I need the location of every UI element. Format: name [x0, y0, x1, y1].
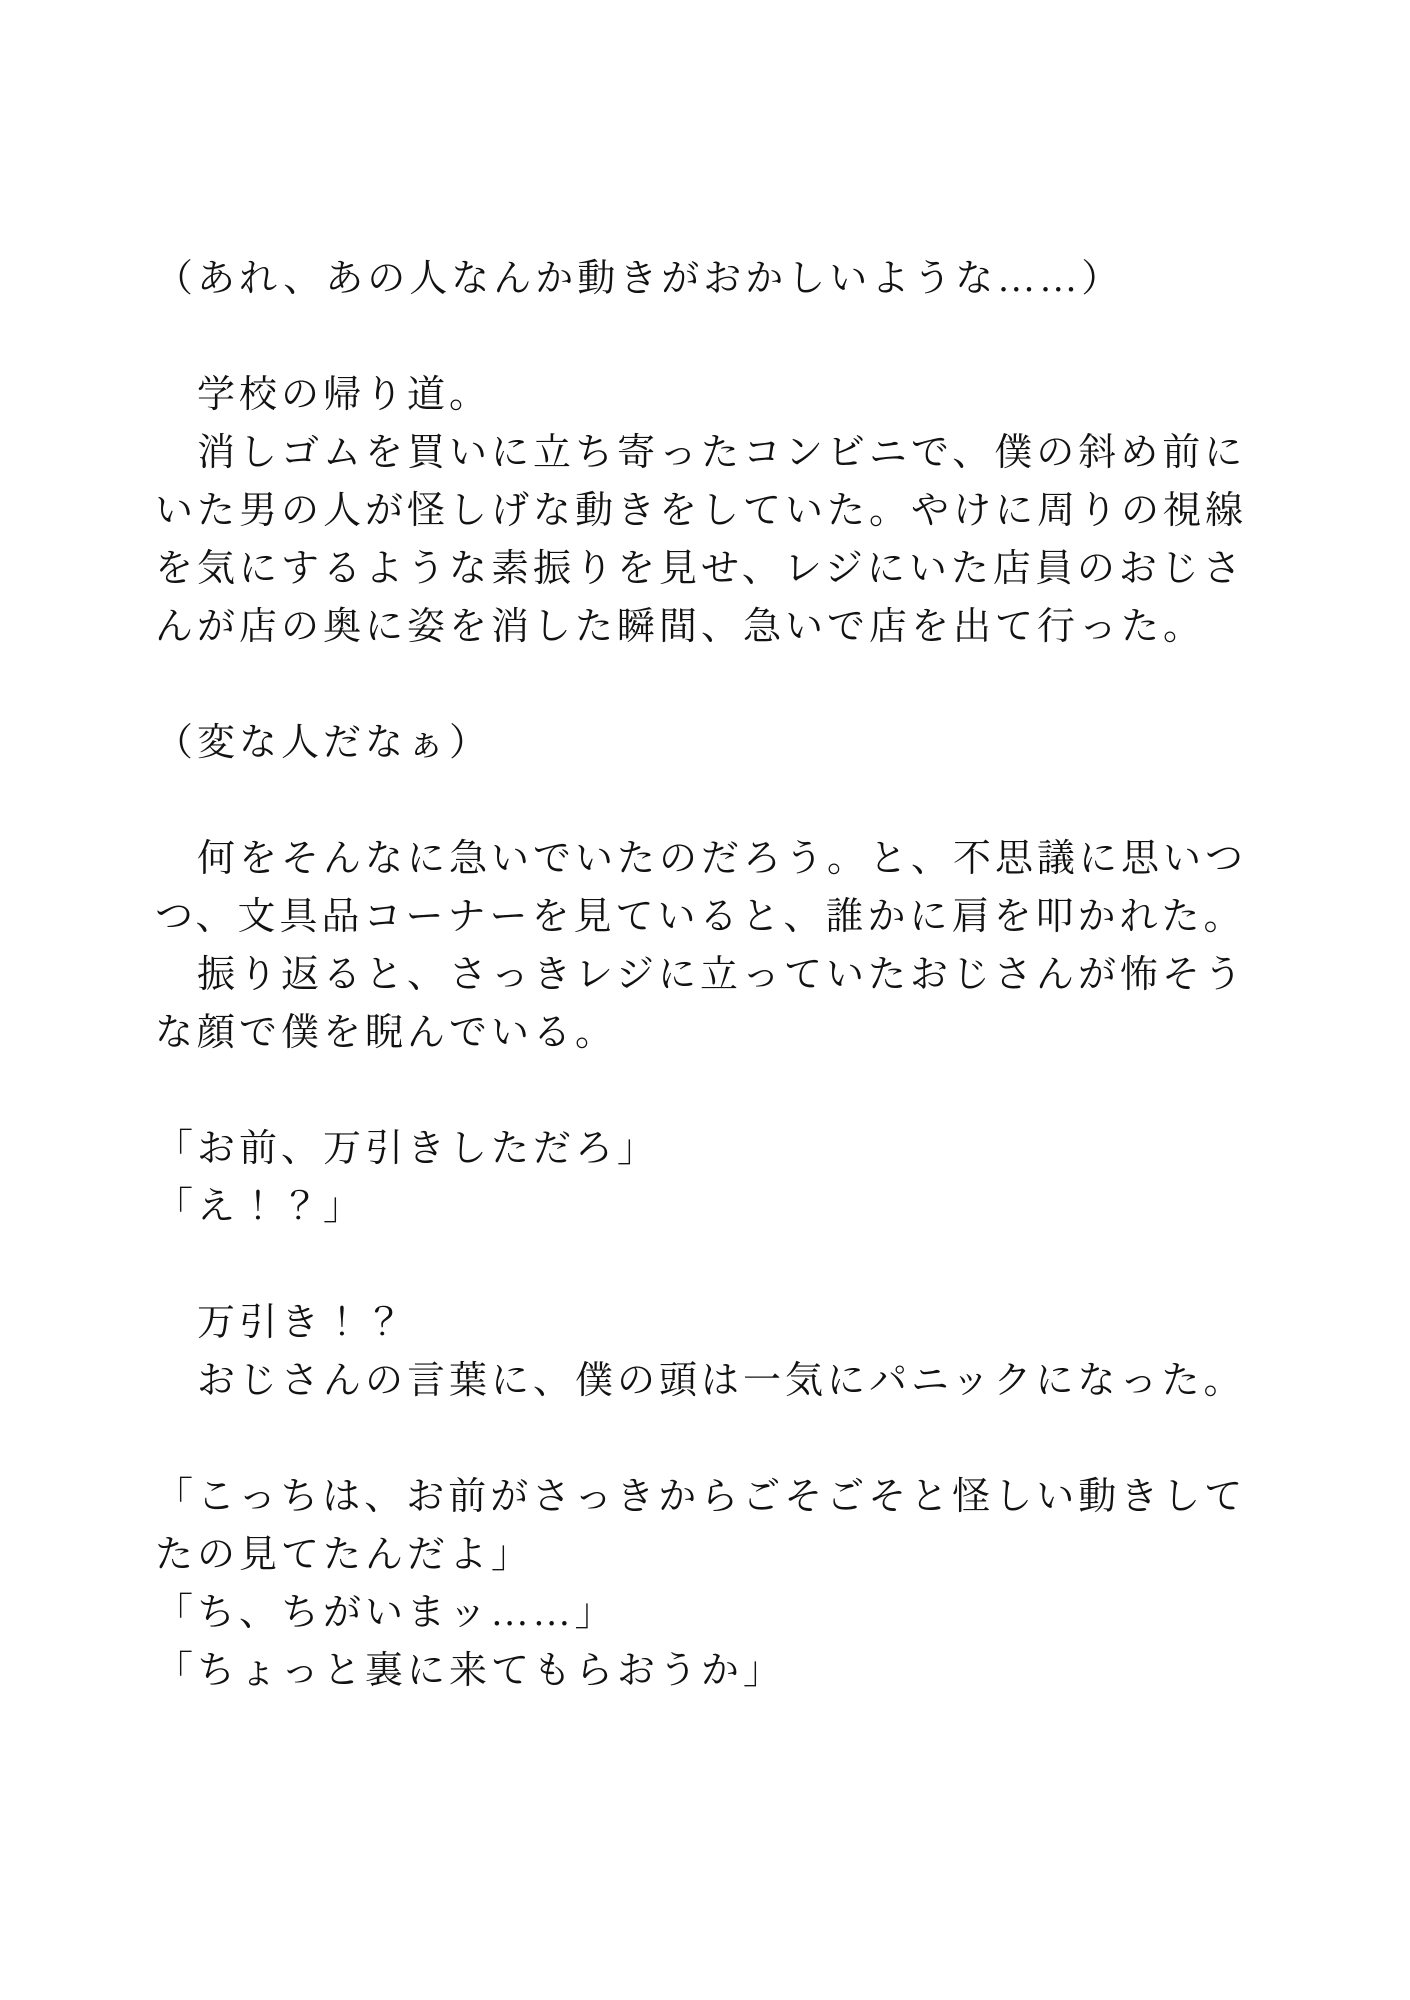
text-line: な顔で僕を睨んでいる。 [155, 1012, 618, 1054]
text-line: んが店の奥に姿を消した瞬間、急いで店を出て行った。 [155, 606, 1206, 648]
text-line: （変な人だなぁ） [155, 722, 492, 764]
text-line: （あれ、あの人なんか動きがおかしいような……） [155, 258, 1124, 300]
text-block [155, 250, 1270, 1700]
text-line: 「ちょっと裏に来てもらおうか」 [155, 1650, 786, 1692]
paragraph-gap [155, 1062, 1270, 1120]
paragraph-gap [155, 1410, 1270, 1468]
text-line: つ、文具品コーナーを見ていると、誰かに肩を叩かれた。 [155, 896, 1246, 938]
paragraph-gap [155, 1236, 1270, 1294]
paragraph-gap [155, 308, 1270, 366]
text-line: 振り返ると、さっきレジに立っていたおじさんが怖そう [197, 954, 1247, 996]
text-line: いた男の人が怪しげな動きをしていた。やけに周りの視線 [155, 490, 1248, 532]
text-line: 学校の帰り道。 [197, 374, 492, 416]
text-line: 「ち、ちがいまッ……」 [155, 1592, 617, 1634]
text-line: 「こっちは、お前がさっきからごそごそと怪しい動きして [155, 1476, 1247, 1518]
text-line: たの見てたんだよ」 [155, 1534, 534, 1576]
text-line: おじさんの言葉に、僕の頭は一気にパニックになった。 [197, 1360, 1246, 1402]
paragraph-gap [155, 772, 1270, 830]
text-line: 「お前、万引きしただろ」 [155, 1128, 660, 1170]
text-line: 何をそんなに急いでいたのだろう。と、不思議に思いつ [197, 838, 1248, 880]
paragraph-gap [155, 656, 1270, 714]
text-line: 「え！？」 [155, 1186, 366, 1228]
text-line: を気にするような素振りを見せ、レジにいた店員のおじさ [155, 548, 1245, 590]
text-line: 消しゴムを買いに立ち寄ったコンビニで、僕の斜め前に [197, 432, 1247, 474]
text-line: 万引き！？ [197, 1302, 408, 1344]
